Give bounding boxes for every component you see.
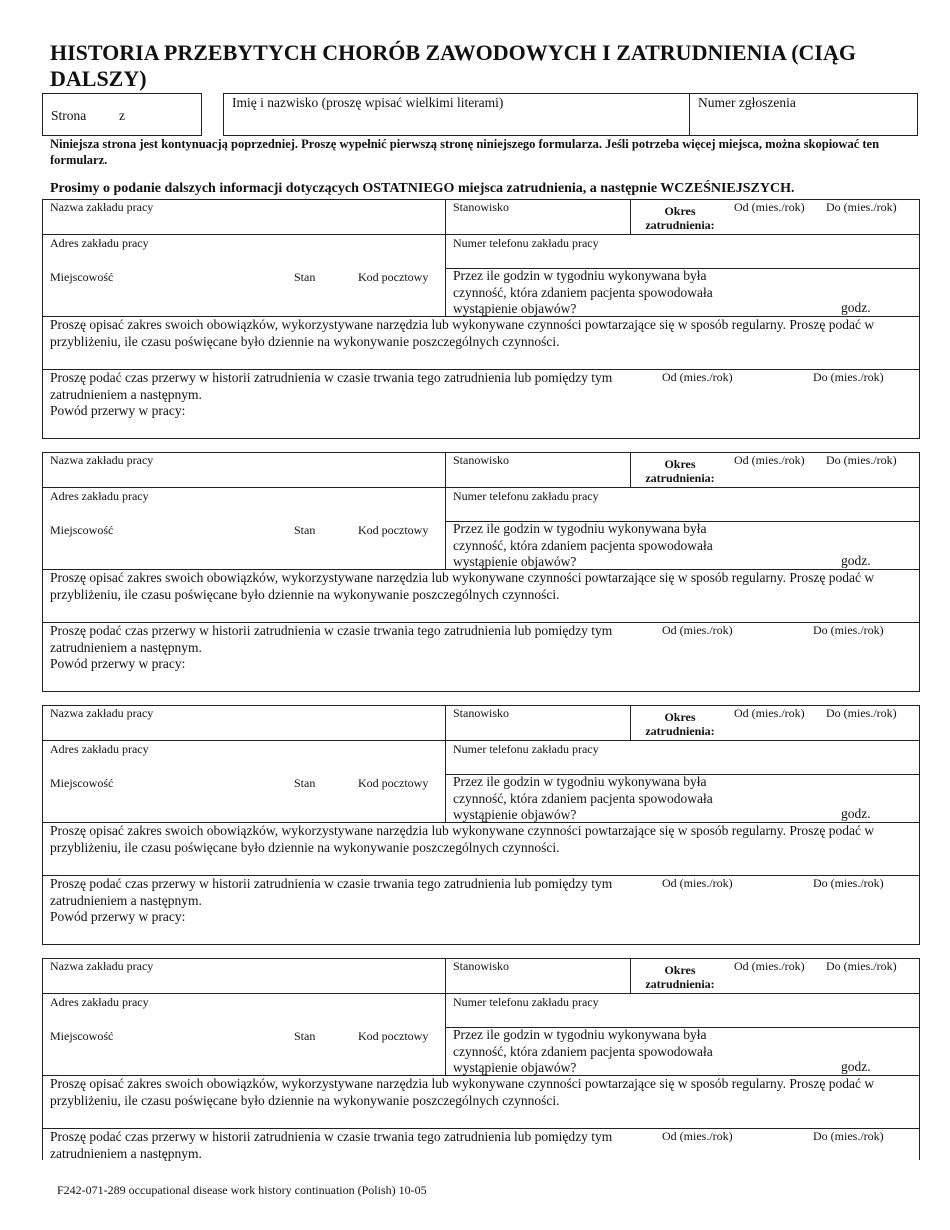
block-bottom-border — [42, 944, 920, 945]
employer-address-label: Adres zakładu pracy — [50, 995, 149, 1009]
block-divider — [630, 199, 631, 234]
gap-to-label: Do (mies./rok) — [813, 623, 884, 637]
employment-from-label: Od (mies./rok) — [734, 959, 805, 973]
instructions-subheading: Prosimy o podanie dalszych informacji dotyczących OSTATNIEGO miejsca zatrudnienia, a następnie WCZEŚNIEJSZYCH. — [50, 181, 795, 196]
block-right-border — [919, 452, 920, 692]
employment-period-label: Okres zatrudnienia: — [645, 710, 715, 738]
intro-text: Niniejsza strona jest kontynuacją poprzedniej. Proszę wypełnić pierwszą stronę niniejszego formularza. Jeśli potrzeba więcej miejsca, można skopiować ten formularz. — [50, 137, 880, 167]
page-of-label: z — [119, 108, 125, 123]
employer-address-label: Adres zakładu pracy — [50, 489, 149, 503]
form-title: HISTORIA PRZEBYTYCH CHORÓB ZAWODOWYCH I ZATRUDNIENIA (CIĄG DALSZY) — [50, 40, 856, 91]
employer-address-label: Adres zakładu pracy — [50, 742, 149, 756]
block-right-border — [919, 199, 920, 439]
employment-to-label: Do (mies./rok) — [826, 453, 897, 467]
zip-label: Kod pocztowy — [358, 270, 429, 284]
employment-to-label: Do (mies./rok) — [826, 706, 897, 720]
block-left-border — [42, 958, 43, 1160]
block-divider — [42, 487, 920, 488]
employer-name-label: Nazwa zakładu pracy — [50, 453, 154, 467]
employment-to-label: Do (mies./rok) — [826, 200, 897, 214]
zip-label: Kod pocztowy — [358, 1029, 429, 1043]
gap-question: Proszę podać czas przerwy w historii zatrudnienia w czasie trwania tego zatrudnienia lub pomiędzy tym zatrudnieniem a następnym. — [50, 370, 613, 402]
gap-reason: Powód przerwy w pracy: — [50, 656, 186, 671]
city-label: Miejscowość — [50, 523, 114, 537]
gap-from-label: Od (mies./rok) — [662, 1129, 733, 1143]
employment-from-label: Od (mies./rok) — [734, 706, 805, 720]
hours-question: Przez ile godzin w tygodniu wykonywana była czynność, która zdaniem pacjenta spowodowała wystąpienie objawów? — [453, 1027, 713, 1075]
block-divider — [445, 958, 446, 1075]
hours-unit: godz. — [841, 300, 871, 315]
employer-name-label: Nazwa zakładu pracy — [50, 959, 154, 973]
state-label: Stan — [294, 523, 316, 537]
block-divider — [445, 199, 446, 316]
duties-description: Proszę opisać zakres swoich obowiązków, wykorzystywane narzędzia lub wykonywane czynności powtarzające się w sposób regularny. Proszę podać w przybliżeniu, ile czasu poświęcane było dziennie na wykonywanie poszczególnych czynności. — [50, 317, 875, 349]
position-label: Stanowisko — [453, 959, 510, 973]
state-label: Stan — [294, 270, 316, 284]
gap-to-label: Do (mies./rok) — [813, 370, 884, 384]
gap-reason: Powód przerwy w pracy: — [50, 909, 186, 924]
employment-period-label: Okres zatrudnienia: — [645, 457, 715, 485]
gap-question: Proszę podać czas przerwy w historii zatrudnienia w czasie trwania tego zatrudnienia lub pomiędzy tym zatrudnieniem a następnym. — [50, 1129, 613, 1161]
block-right-border — [919, 705, 920, 945]
employment-period-label: Okres zatrudnienia: — [645, 204, 715, 232]
position-label: Stanowisko — [453, 200, 510, 214]
duties-description: Proszę opisać zakres swoich obowiązków, wykorzystywane narzędzia lub wykonywane czynności powtarzające się w sposób regularny. Proszę podać w przybliżeniu, ile czasu poświęcane było dziennie na wykonywanie poszczególnych czynności. — [50, 570, 875, 602]
hours-unit: godz. — [841, 553, 871, 568]
block-bottom-border — [42, 438, 920, 439]
form-footer: F242-071-289 occupational disease work history continuation (Polish) 10-05 — [57, 1183, 427, 1197]
block-divider — [42, 234, 920, 235]
block-divider — [445, 452, 446, 569]
city-label: Miejscowość — [50, 776, 114, 790]
block-divider — [42, 993, 920, 994]
employer-name-label: Nazwa zakładu pracy — [50, 706, 154, 720]
hours-question: Przez ile godzin w tygodniu wykonywana była czynność, która zdaniem pacjenta spowodowała wystąpienie objawów? — [453, 268, 713, 316]
employer-phone-label: Numer telefonu zakładu pracy — [453, 489, 599, 503]
employment-block — [42, 958, 920, 1160]
block-divider — [630, 705, 631, 740]
employment-block — [42, 705, 920, 945]
claim-number-field[interactable] — [689, 93, 918, 136]
employer-phone-label: Numer telefonu zakładu pracy — [453, 995, 599, 1009]
position-label: Stanowisko — [453, 453, 510, 467]
zip-label: Kod pocztowy — [358, 776, 429, 790]
gap-reason: Powód przerwy w pracy: — [50, 403, 186, 418]
block-divider — [630, 452, 631, 487]
block-right-border — [919, 958, 920, 1160]
city-label: Miejscowość — [50, 270, 114, 284]
name-label: Imię i nazwisko (proszę wpisać wielkimi literami) — [232, 95, 504, 110]
employer-phone-label: Numer telefonu zakładu pracy — [453, 742, 599, 756]
block-divider — [630, 958, 631, 993]
block-divider — [42, 740, 920, 741]
gap-question: Proszę podać czas przerwy w historii zatrudnienia w czasie trwania tego zatrudnienia lub pomiędzy tym zatrudnieniem a następnym. — [50, 876, 613, 908]
employment-to-label: Do (mies./rok) — [826, 959, 897, 973]
zip-label: Kod pocztowy — [358, 523, 429, 537]
hours-question: Przez ile godzin w tygodniu wykonywana była czynność, która zdaniem pacjenta spowodowała wystąpienie objawów? — [453, 521, 713, 569]
gap-from-label: Od (mies./rok) — [662, 370, 733, 384]
block-divider — [445, 705, 446, 822]
position-label: Stanowisko — [453, 706, 510, 720]
gap-from-label: Od (mies./rok) — [662, 876, 733, 890]
page-label: Strona — [51, 108, 87, 123]
employment-block — [42, 452, 920, 692]
city-label: Miejscowość — [50, 1029, 114, 1043]
page-number-field[interactable] — [42, 93, 202, 136]
employer-name-label: Nazwa zakładu pracy — [50, 200, 154, 214]
employer-address-label: Adres zakładu pracy — [50, 236, 149, 250]
employment-period-label: Okres zatrudnienia: — [645, 963, 715, 991]
hours-unit: godz. — [841, 806, 871, 821]
gap-question: Proszę podać czas przerwy w historii zatrudnienia w czasie trwania tego zatrudnienia lub pomiędzy tym zatrudnieniem a następnym. — [50, 623, 613, 655]
state-label: Stan — [294, 1029, 316, 1043]
block-bottom-border — [42, 691, 920, 692]
duties-description: Proszę opisać zakres swoich obowiązków, wykorzystywane narzędzia lub wykonywane czynności powtarzające się w sposób regularny. Proszę podać w przybliżeniu, ile czasu poświęcane było dziennie na wykonywanie poszczególnych czynności. — [50, 823, 875, 855]
employment-from-label: Od (mies./rok) — [734, 200, 805, 214]
name-field[interactable] — [223, 93, 690, 136]
state-label: Stan — [294, 776, 316, 790]
block-left-border — [42, 452, 43, 692]
block-left-border — [42, 199, 43, 439]
employment-from-label: Od (mies./rok) — [734, 453, 805, 467]
hours-question: Przez ile godzin w tygodniu wykonywana była czynność, która zdaniem pacjenta spowodowała wystąpienie objawów? — [453, 774, 713, 822]
gap-from-label: Od (mies./rok) — [662, 623, 733, 637]
gap-to-label: Do (mies./rok) — [813, 1129, 884, 1143]
employment-block — [42, 199, 920, 439]
gap-to-label: Do (mies./rok) — [813, 876, 884, 890]
hours-unit: godz. — [841, 1059, 871, 1074]
block-left-border — [42, 705, 43, 945]
employer-phone-label: Numer telefonu zakładu pracy — [453, 236, 599, 250]
claim-number-label: Numer zgłoszenia — [698, 95, 796, 110]
duties-description: Proszę opisać zakres swoich obowiązków, wykorzystywane narzędzia lub wykonywane czynności powtarzające się w sposób regularny. Proszę podać w przybliżeniu, ile czasu poświęcane było dziennie na wykonywanie poszczególnych czynności. — [50, 1076, 875, 1108]
